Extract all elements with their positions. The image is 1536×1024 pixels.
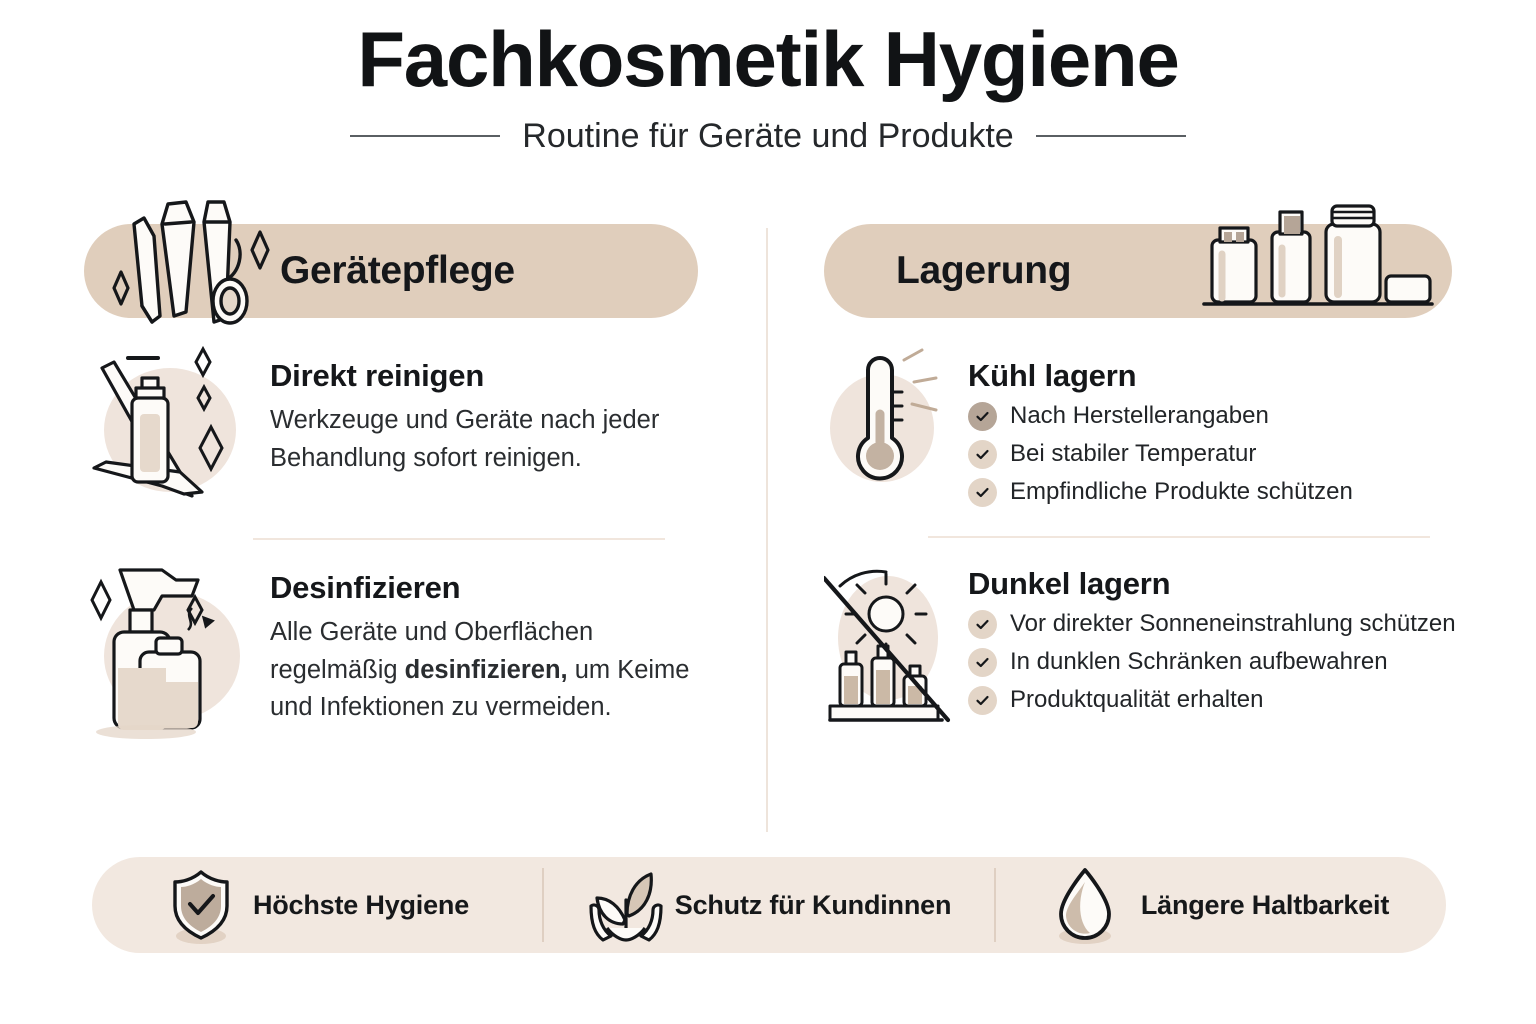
entry-title: Direkt reinigen — [270, 358, 485, 393]
footer-label: Längere Haltbarkeit — [1140, 889, 1390, 920]
plant-in-hands-icon — [587, 866, 659, 944]
entry-separator — [253, 538, 665, 540]
section-header-lagerung — [824, 224, 1452, 318]
shield-check-icon — [165, 866, 237, 944]
footer-item-hoechste-hygiene — [92, 857, 542, 953]
footer-item-laengere-haltbarkeit — [996, 857, 1446, 953]
check-list — [968, 610, 1456, 715]
entry-body — [270, 348, 712, 477]
check-label: Produktqualität erhalten — [1010, 686, 1264, 714]
entry-body — [270, 560, 712, 727]
footer-benefits-bar — [92, 857, 1446, 953]
section-header-geraetepflege — [84, 224, 698, 318]
entry-title: Dunkel lagern — [968, 566, 1171, 601]
check-icon — [968, 440, 997, 469]
check-label: Vor direkter Sonneneinstrahlung schützen — [1010, 610, 1456, 638]
check-item — [968, 648, 1456, 677]
entry-desinfizieren — [84, 560, 712, 728]
column-lagerung — [824, 224, 1456, 724]
water-drop-icon — [1053, 866, 1125, 944]
entry-text: Alle Geräte und Oberflächen regelmäßig desinfizieren, um Keime und Infektionen zu vermeiden. — [270, 618, 690, 722]
entry-title: Kühl lagern — [968, 358, 1137, 393]
entry-separator — [928, 536, 1430, 538]
tweezers-and-bottle-icon — [84, 344, 256, 516]
entry-kuehl-lagern — [824, 348, 1452, 516]
page-subtitle: Routine für Geräte und Produkte — [522, 116, 1014, 155]
check-item — [968, 402, 1452, 431]
check-icon — [968, 686, 997, 715]
check-item — [968, 478, 1452, 507]
entry-dunkel-lagern — [824, 556, 1456, 724]
check-label: In dunklen Schränken aufbewahren — [1010, 648, 1388, 676]
footer-label: Schutz für Kundinnen — [674, 889, 952, 920]
entries-geraetepflege — [84, 348, 712, 728]
entry-title: Desinfizieren — [270, 570, 461, 605]
check-icon — [968, 648, 997, 677]
page-header — [0, 15, 1536, 156]
no-sunlight-shelf-icon — [824, 552, 954, 702]
entry-body — [968, 348, 1452, 516]
spray-bottle-icon — [84, 556, 256, 728]
check-item — [968, 610, 1456, 639]
entry-body — [968, 556, 1456, 724]
entry-text: Werkzeuge und Geräte nach jeder Behandlung sofort reinigen. — [270, 406, 660, 472]
entries-lagerung — [824, 348, 1456, 724]
check-item — [968, 440, 1452, 469]
subtitle-rule-right — [1036, 135, 1186, 137]
footer-item-schutz-fuer-kundinnen — [544, 857, 994, 953]
check-icon — [968, 478, 997, 507]
section-title: Gerätepflege — [280, 249, 515, 292]
subtitle-row — [0, 117, 1536, 156]
check-list — [968, 402, 1452, 507]
thermometer-icon — [824, 344, 954, 494]
check-icon — [968, 402, 997, 431]
check-label: Bei stabiler Temperatur — [1010, 440, 1257, 468]
cosmetic-tools-icon — [90, 188, 290, 339]
product-bottles-icon — [1198, 198, 1438, 327]
subtitle-rule-left — [350, 135, 500, 137]
check-icon — [968, 610, 997, 639]
footer-label: Höchste Hygiene — [252, 889, 470, 920]
column-divider — [766, 228, 768, 832]
section-title: Lagerung — [896, 249, 1072, 292]
entry-direkt-reinigen — [84, 348, 712, 516]
check-label: Nach Herstellerangaben — [1010, 402, 1269, 430]
page-title: Fachkosmetik Hygiene — [357, 15, 1179, 103]
check-label: Empfindliche Produkte schützen — [1010, 478, 1353, 506]
check-item — [968, 686, 1456, 715]
column-geraetepflege — [84, 224, 712, 728]
